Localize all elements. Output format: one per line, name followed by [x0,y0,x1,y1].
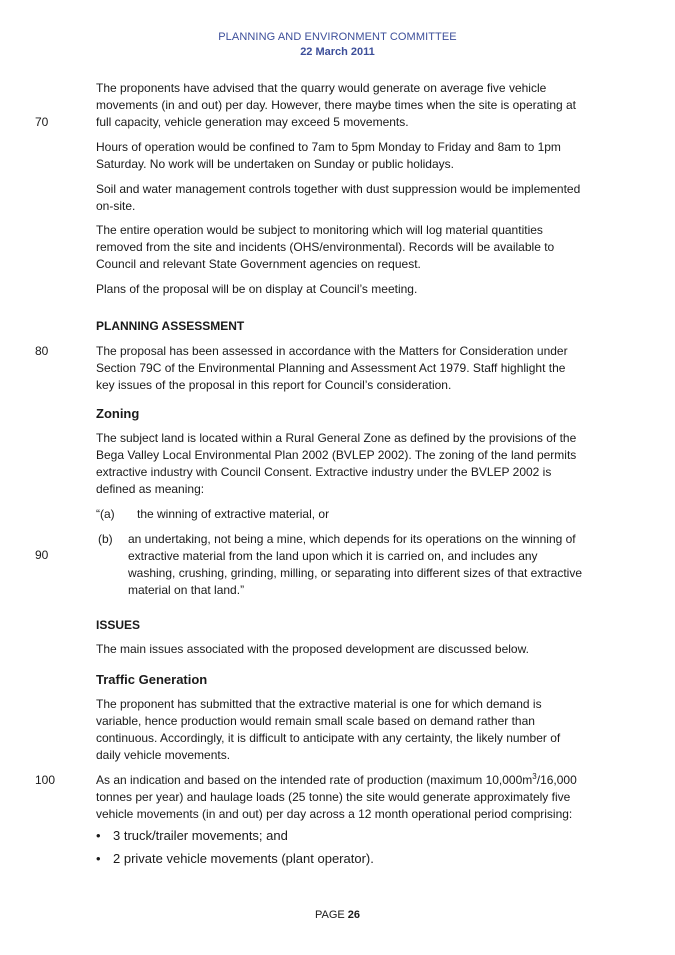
paragraph-hours-of-operation: Hours of operation would be confined to 7am to 5pm Monday to Friday and 8am to 1pm Saturday. No work will be undertaken on Sunday or public holidays. [96,140,561,171]
heading-planning-assessment: PLANNING ASSESSMENT [96,319,245,333]
header-date: 22 March 2011 [300,46,375,58]
page-footer [0,909,675,921]
line-number: 100 [35,773,56,787]
heading-issues: ISSUES [96,618,141,632]
paragraph-monitoring: The entire operation would be subject to monitoring which will log material quantities removed from the site and incidents (OHS/environmental). Records will be available to Council and relevant State Government agencies on request. [96,223,555,271]
production-text-end: /16,000 tonnes per year) and haulage loads (25 tonne) the site would generate approximately five vehicle movements (in and out) per day across a 12 month operational period comprising: [96,773,577,821]
paragraph-vehicle-movements: The proponents have advised that the quarry would generate on average five vehicle movements (in and out) per day. However, there maybe times when the site is operating at full capacity, vehicle generation may exceed 5 movements. [96,81,577,129]
bullet-text: 2 private vehicle movements (plant operator). [113,851,374,866]
bullet-icon: • [96,851,101,866]
quote-marker: (b) [98,532,113,546]
paragraph-assessment: The proposal has been assessed in accordance with the Matters for Consideration under Section 79C of the Environmental Planning and Assessment Act 1979. Staff highlight the key issues of the proposal in this report for Council’s consideration. [96,344,568,392]
heading-traffic-generation: Traffic Generation [96,672,208,687]
bullet-text: 3 truck/trailer movements; and [113,828,288,843]
header-committee: PLANNING AND ENVIRONMENT COMMITTEE [218,31,457,43]
paragraph-plans-display: Plans of the proposal will be on display at Council’s meeting. [96,282,418,296]
quote-marker: “(a) [96,507,115,521]
superscript-cubed: 3 [532,772,537,781]
paragraph-production-rate [96,772,584,823]
paragraph-soil-water: Soil and water management controls together with dust suppression would be implemented on-site. [96,182,581,213]
paragraph-traffic: The proponent has submitted that the extractive material is one for which demand is variable, hence production would remain small scale based on demand rather than continuous. Accordingly, it is difficult to anticipate with any certainty, the likely number of daily vehicle movements. [96,697,561,762]
production-text-start: As an indication and based on the intended rate of production (maximum 10,000m [96,773,533,787]
bullet-icon: • [96,828,101,843]
page-label: PAGE [314,909,348,921]
heading-zoning: Zoning [96,406,140,421]
line-number: 70 [35,115,49,129]
paragraph-issues: The main issues associated with the proposed development are discussed below. [96,642,529,656]
page-number: 26 [347,909,361,921]
quote-text: an undertaking, not being a mine, which depends for its operations on the winning of extractive material from the land upon which it is carried on, and includes any washing, crushing, grinding, milling, or separating into different sizes of that extractive material on that land.” [128,532,583,597]
line-number: 80 [35,344,49,358]
paragraph-zoning: The subject land is located within a Rural General Zone as defined by the provisions of the Bega Valley Local Environmental Plan 2002 (BVLEP 2002). The zoning of the land permits extractive industry with Council Consent. Extractive industry under the BVLEP 2002 is defined as meaning: [96,431,577,496]
line-number: 90 [35,548,49,562]
quote-text: the winning of extractive material, or [137,507,330,521]
